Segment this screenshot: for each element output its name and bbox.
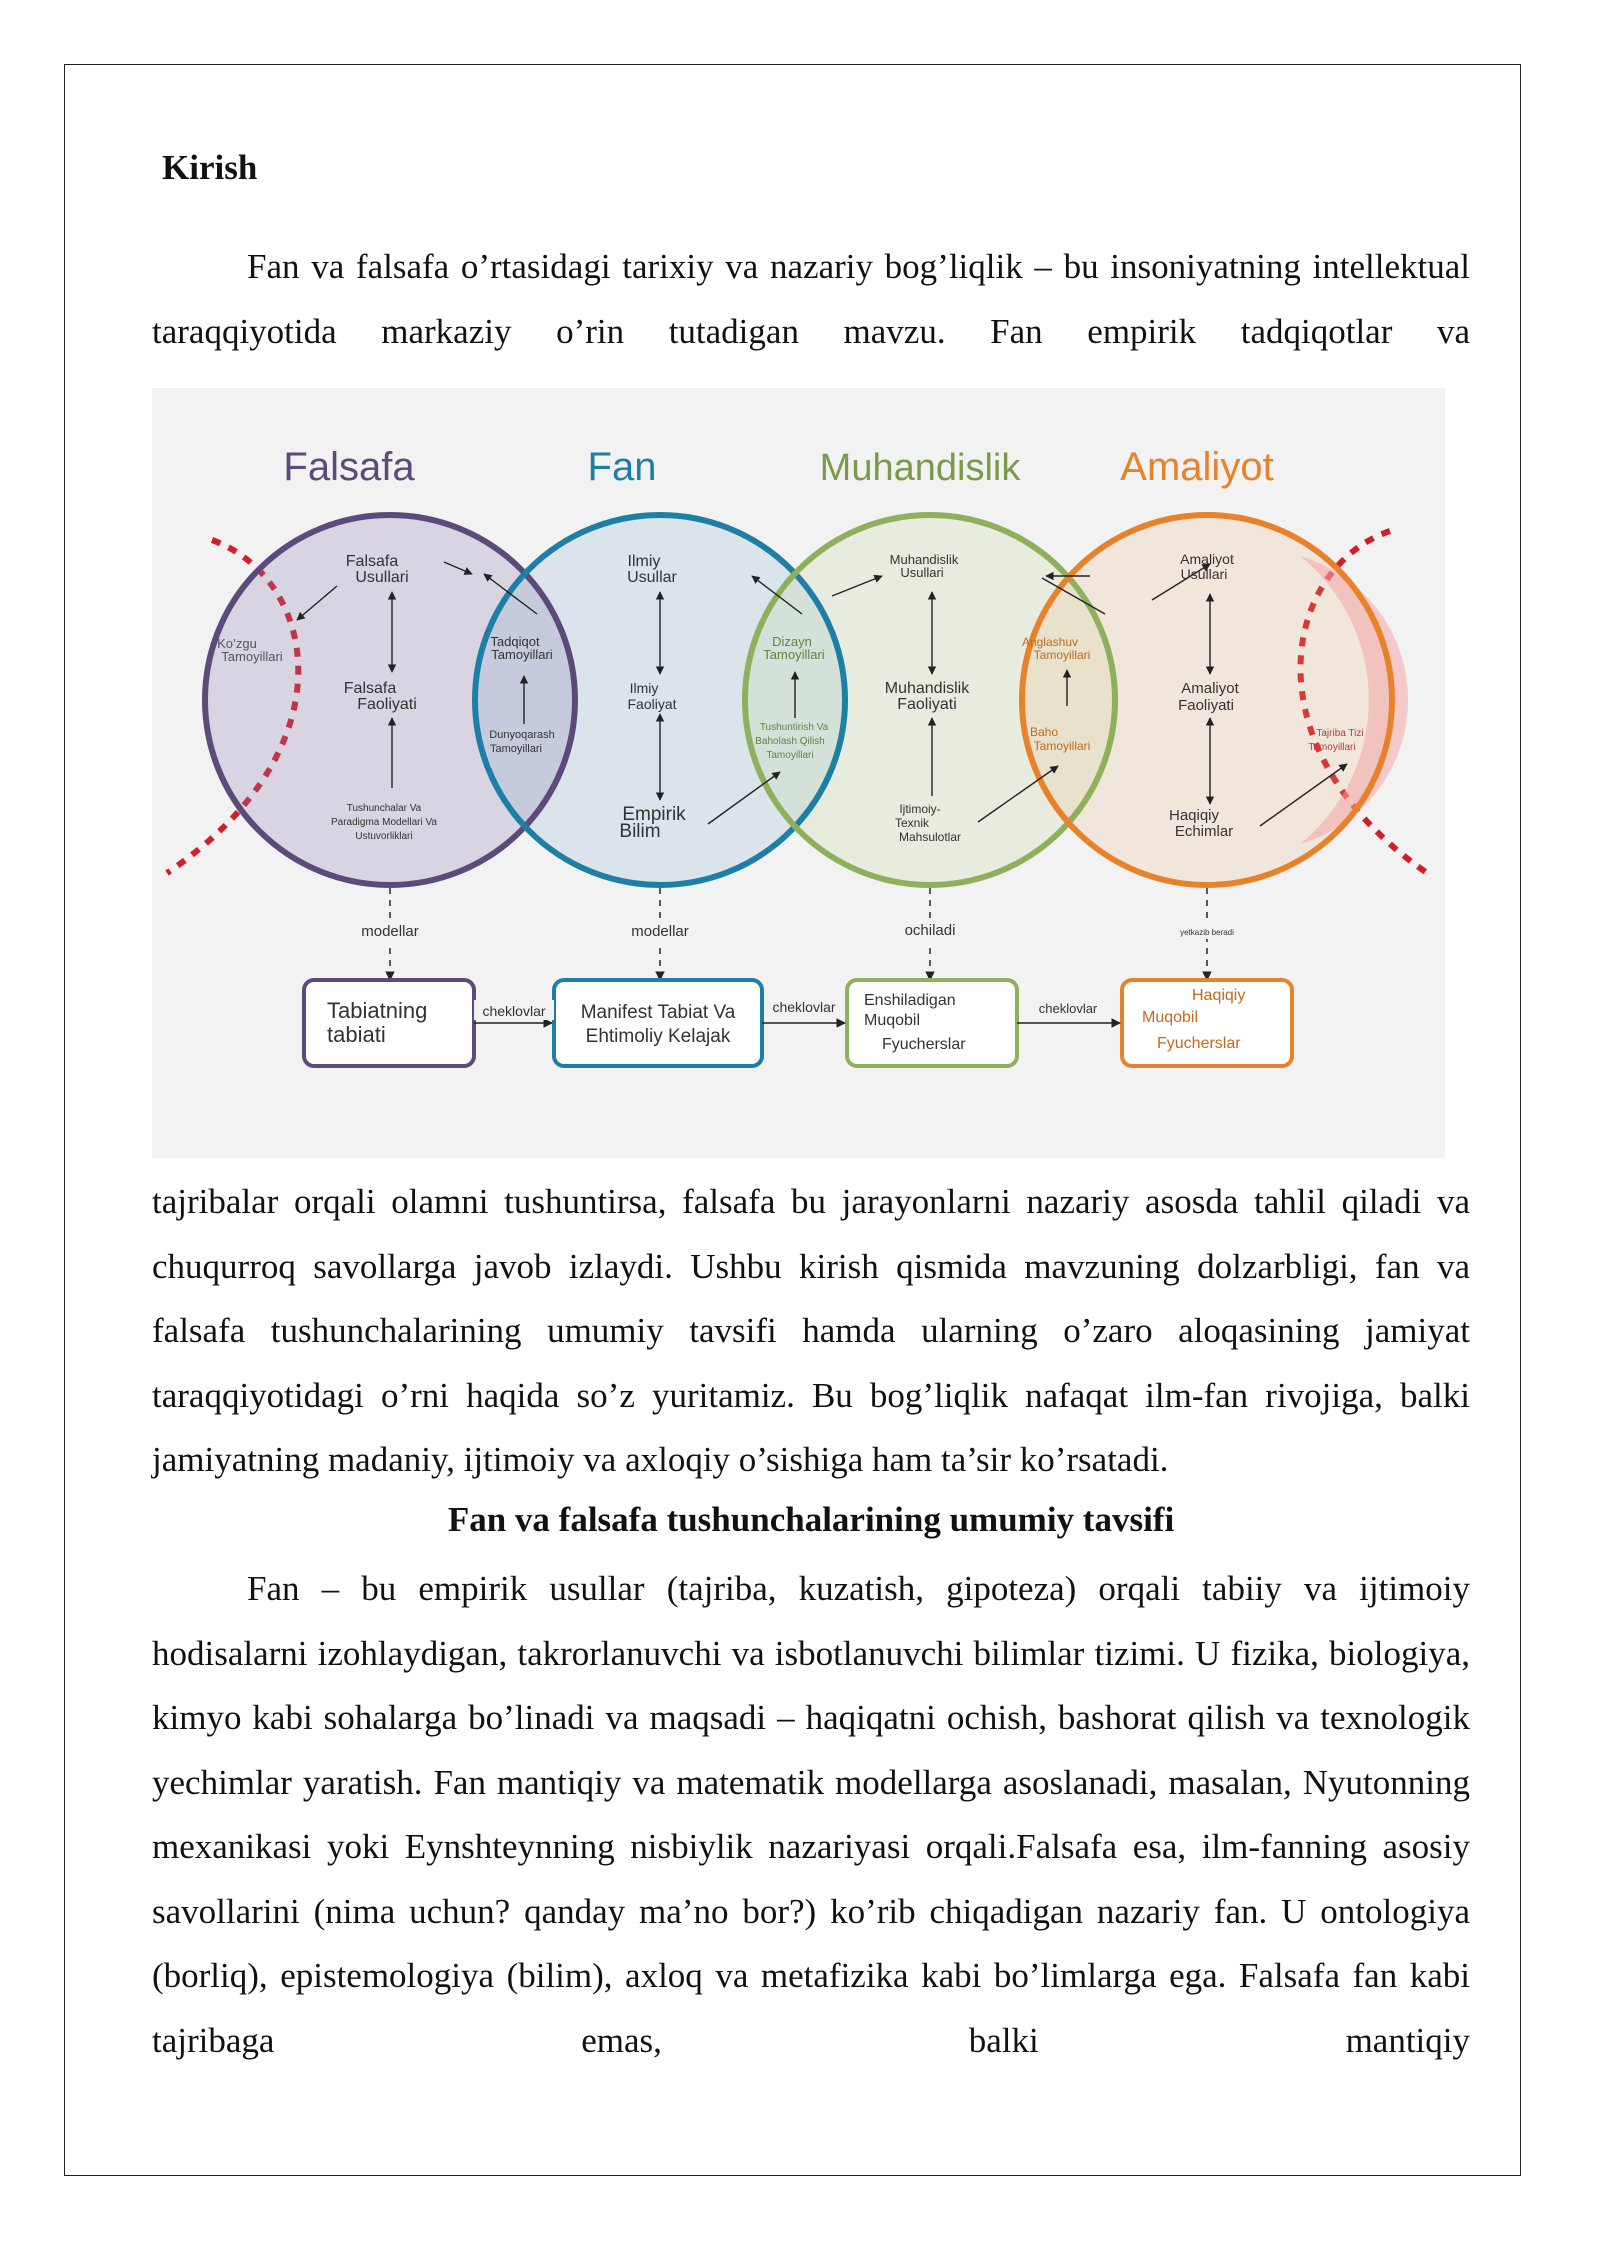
svg-text:HaqiqiyEchimlar: Haqiqiy Echimlar (1168, 807, 1234, 840)
svg-text:HaqiqiyMuqobilFyucherslar: Haqiqiy Muqobil Fyucherslar (1142, 987, 1246, 1052)
fan-tadqiqot-1: Tadqiqot (490, 634, 540, 649)
svg-text:DunyoqarashTamoyillari: Dunyoqarash Tamoyillari (489, 729, 555, 755)
box-ama-line1: Haqiqiy (1192, 987, 1246, 1004)
svg-text:FalsafaFaoliyati: Falsafa Faoliyati (343, 680, 417, 713)
ama-echimlar-1: Haqiqiy (1168, 807, 1220, 824)
svg-text:AmaliyotFaoliyati: Amaliyot Faoliyati (1178, 680, 1239, 714)
ama-faoliyati-1: Amaliyot (1181, 680, 1239, 697)
muh-faoliyati-1: Muhandislik (884, 680, 970, 697)
svg-text:AnglashuvTamoyillari: Anglashuv Tamoyillari (1021, 635, 1091, 662)
svg-text:Tushuntirish VaBaholash Qilish: Tushuntirish Va Baholash Qilish Tamoyillari (755, 722, 829, 761)
intro-paragraph-bottom: tajribalar orqali olamni tushuntirsa, falsafa bu jarayonlarni nazariy asosda tahlil qiladi va chuqurroq savollarga javob izlaydi. Ushbu kirish qismida mavzuning dolzarbligi, fan va falsafa tushunchalarining umumiy tavsifi hamda ularning o’zaro aloqasining jamiyat taraqqiyotidagi o’rni haqida so’z yuritamiz. Bu bog’liqlik nafaqat ilm-fan rivojiga, balki jamiyatning madaniy, ijtimoiy va axloqiy o’sishiga ham ta’sir ko’rsatadi. (152, 1182, 1470, 1479)
svg-text:MuhandislikUsullari: Muhandislik Usullari (889, 552, 959, 580)
svg-text:MuhandislikFaoliyati: Muhandislik Faoliyati (884, 680, 970, 713)
section-heading-kirish: Kirish (162, 148, 258, 187)
svg-text:FalsafaUsullari: Falsafa Usullari (345, 553, 409, 586)
svg-text:AmaliyotUsullari: Amaliyot Usullari (1180, 551, 1234, 582)
box-muh-line1: Enshiladigan (864, 992, 956, 1009)
fan-faoliyat-1: Ilmiy (629, 680, 659, 696)
connector-muhandislik: ochiladi (904, 922, 956, 939)
falsafa-usullari-1: Falsafa (345, 553, 399, 570)
cheklovlar-label-2: cheklovlar (772, 999, 836, 1015)
falsafa-kozgu-1: Ko’zgu (217, 636, 257, 651)
svg-text:EmpirikBilim: Empirik Bilim (619, 804, 686, 842)
fan-dunyoqarash-1: Dunyoqarash (489, 729, 555, 741)
diagram-figure (152, 388, 1445, 1158)
falsafa-tushunchalar-1: Tushunchalar Va (346, 803, 422, 814)
svg-text:DizaynTamoyillari: Dizayn Tamoyillari (763, 634, 825, 662)
muh-tushuntirish-1: Tushuntirish Va (759, 722, 829, 733)
connector-falsafa: modellar (361, 923, 419, 940)
intro-paragraph-top: Fan va falsafa o’rtasidagi tarixiy va nazariy bog’liqlik – bu insoniyatning intellektual taraqqiyotida markaziy o’rin tutadigan mavzu. Fan empirik tadqiqotlar va (152, 247, 1470, 351)
svg-text:Tabiatningtabiati: Tabiatning tabiati (327, 998, 428, 1047)
ama-tajriba-1: Tajriba Tizi (1316, 728, 1364, 739)
fan-bilim-1: Empirik (622, 804, 686, 825)
cheklovlar-label-3: cheklovlar (1038, 1001, 1098, 1016)
svg-text:IlmiyUsullar: Ilmiy Usullar (627, 553, 677, 586)
svg-text:BahoTamoyillari: Baho Tamoyillari (1029, 725, 1091, 753)
svg-text:Ko’zguTamoyillari: Ko’zgu Tamoyillari (217, 636, 283, 664)
svg-text:Ijtimoiy-TexnikMahsulotlar: Ijtimoiy-Texnik Mahsulotlar (894, 802, 962, 844)
box-fan (554, 980, 762, 1066)
title-amaliyot: Amaliyot (1120, 445, 1274, 489)
svg-text:Tajriba TiziTamoyillari: Tajriba Tizi Tamoyillari (1308, 728, 1364, 753)
section-heading-tavsif: Fan va falsafa tushunchalarining umumiy tavsifi (447, 1500, 1175, 1539)
svg-text:EnshiladiganMuqobilFyucherslar: Enshiladigan Muqobil Fyucherslar (864, 992, 966, 1053)
muh-usullari-1: Muhandislik (889, 552, 959, 567)
muh-dizayn-1: Dizayn (772, 634, 812, 649)
ama-anglash-1: Anglashuv (1021, 635, 1079, 649)
connector-amaliyot: yetkazib beradi (1180, 928, 1234, 937)
svg-text:TadqiqotTamoyillari: Tadqiqot Tamoyillari (490, 634, 553, 662)
muh-mahsulot-1: Ijtimoiy- (899, 802, 941, 816)
falsafa-faoliyati-1: Falsafa (343, 680, 397, 697)
fan-usullar-1: Ilmiy (627, 553, 661, 570)
title-muhandislik: Muhandislik (819, 447, 1021, 489)
svg-text:IlmiyFaoliyat: Ilmiy Faoliyat (627, 680, 677, 712)
ama-usullari-1: Amaliyot (1180, 551, 1234, 567)
title-falsafa: Falsafa (283, 445, 415, 489)
box-fan-line1: Manifest Tabiat Va (580, 1002, 736, 1023)
cheklovlar-label-1: cheklovlar (482, 1003, 546, 1019)
ama-baho-1: Baho (1029, 725, 1059, 739)
svg-text:Tushunchalar VaParadigma Model: Tushunchalar Va Paradigma Modellari Va Ustuvorliklari (331, 803, 437, 842)
svg-text:Manifest Tabiat VaEhtimoliy Ke: Manifest Tabiat Va Ehtimoliy Kelajak (580, 1002, 736, 1047)
section-paragraph: Fan – bu empirik usullar (tajriba, kuzatish, gipoteza) orqali tabiiy va ijtimoiy hodisalarni izohlaydigan, takrorlanuvchi va isbotlanuvchi bilimlar tizimi. U fizika, biologiya, kimyo kabi sohalarga bo’linadi va maqsadi – haqiqatni ochish, bashorat qilish va texnologik yechimlar yaratish. Fan mantiqiy va matematik modellarga asoslanadi, masalan, Nyutonning mexanikasi yoki Eynshteynning nisbiylik nazariyasi orqali.Falsafa esa, ilm-fanning asosiy savollarini (nima uchun? qanday ma’no bor?) ko’rib chiqadigan nazariy fan. U ontologiya (borliq), epistemologiya (bilim), axloq va metafizika kabi bo’limlarga ega. Falsafa fan kabi tajribaga emas, balki mantiqiy (152, 1569, 1470, 2060)
diagram-svg (152, 388, 1445, 1158)
box-falsafa-line1: Tabiatning (327, 998, 428, 1023)
connector-fan: modellar (631, 923, 689, 940)
title-fan: Fan (587, 445, 657, 489)
